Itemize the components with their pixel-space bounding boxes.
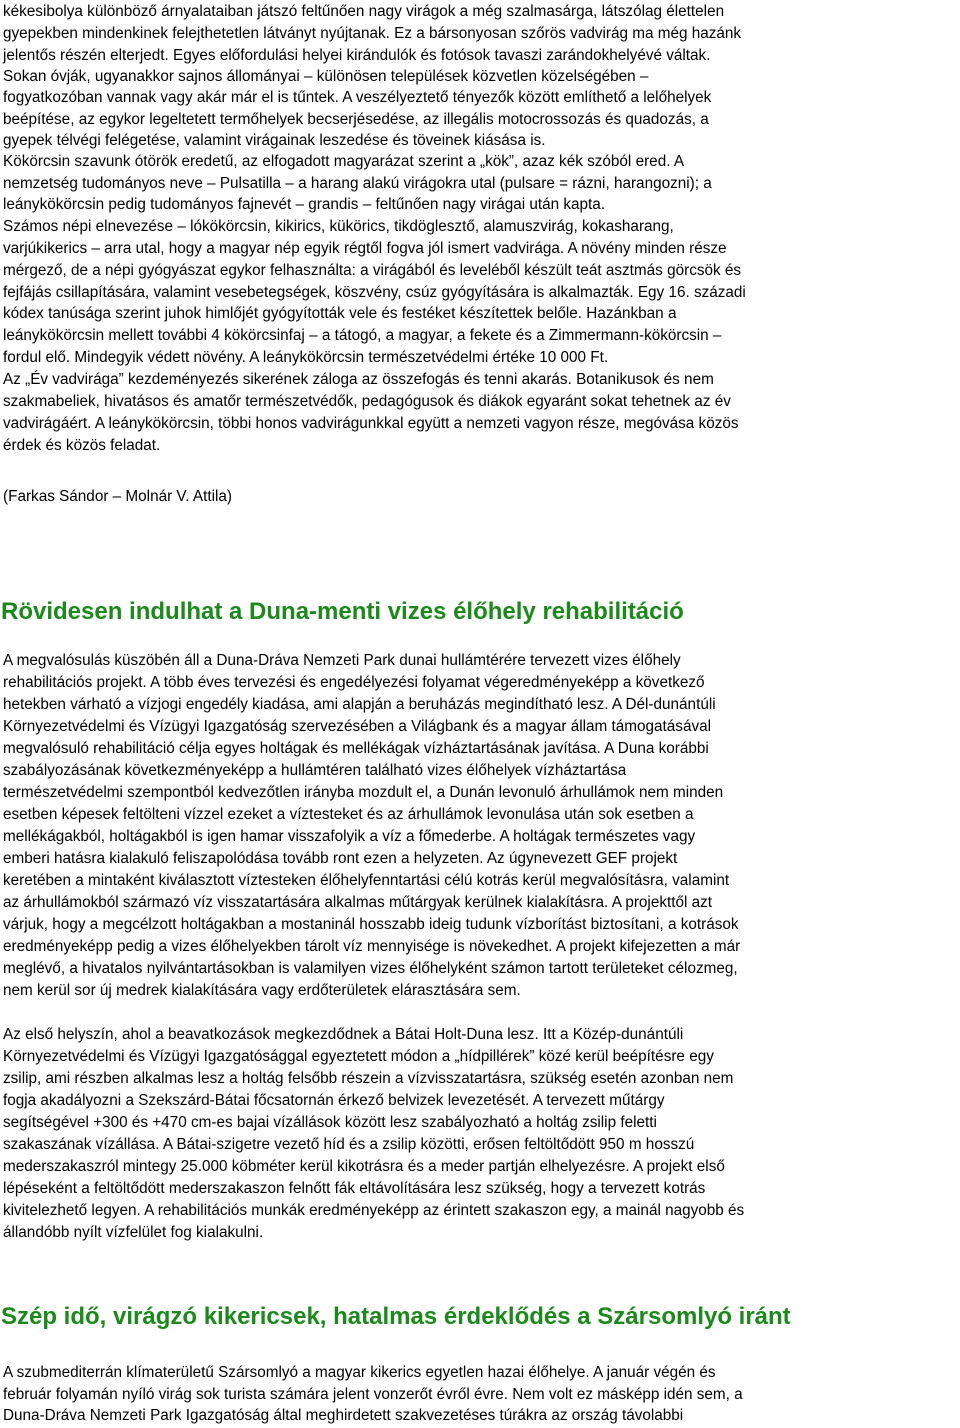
article-1-line: leánykökörcsin pedig tudományos fajnevét – grandis – feltűnően nagy virágai után kapta.: [3, 196, 606, 213]
article-1-line: jelentős részén elterjedt. Egyes előfordulási helyei kirándulók és fotósok tavaszi zarándokhelyévé váltak.: [3, 47, 711, 64]
article-2-line: zsilip, ami részben alkalmas lesz a holtág felsőbb részein a vízvisszatartásra, szükség esetén azonban nem: [3, 1070, 734, 1087]
article-1-line: beépítése, az egykor legeltetett termőhelyek becserjésedése, az illegális motocrossozás és quadozás, a: [3, 111, 709, 128]
article-1-line: gyepekben mindenkinek felejthetetlen látványt nyújtanak. Ez a bársonyosan szőrös vadvirág ma még hazánk: [3, 25, 742, 42]
article-2-line: mederszakaszról mintegy 25.000 köbméter kerül kikotrásra és a meder partján elhelyezésre. A projekt első: [3, 1158, 725, 1175]
article-2-line: kivitelezhető legyen. A rehabilitációs munkák eredményeképp az érintett szakaszon egy, a mainál nagyobb és: [3, 1202, 745, 1219]
article-1-line: fordul elő. Mindegyik védett növény. A leánykökörcsin természetvédelmi értéke 10 000 Ft.: [3, 349, 609, 366]
article-1-line: Az „Év vadvirága” kezdeményezés sikerének záloga az összefogás és tenni akarás. Botanikusok és nem: [3, 371, 714, 388]
article-1-line: varjúkikerics – arra utal, hogy a magyar nép egyik régtől fogva jól ismert vadvirága. A növény minden része: [3, 240, 727, 257]
article-2-line: keretében a mintaként kiválasztott víztesteken élőhelyfenntartási célú kotrás kerül megvalósításra, valamint: [3, 872, 730, 889]
article-2-line: az árhullámokból származó víz visszatartására alkalmas műtárgyak kerülnek kialakításra. A projekttől azt: [3, 894, 713, 911]
article-2-line: lépéseként a feltöltődött mederszakaszon felnőtt fák eltávolítására lesz szükség, hogy a tervezett kotrás: [3, 1180, 706, 1197]
article-3-line: A szubmediterrán klímaterületű Szársomlyó a magyar kikerics egyetlen hazai élőhelye. A január végén és: [3, 1364, 716, 1381]
article-1-line: Sokan óvják, ugyanakkor sajnos állományai – különösen települések közvetlen közelségében –: [3, 68, 649, 85]
article-1-line: vadvirágáért. A leánykökörcsin, többi honos vadvirágunkkal együtt a nemzeti vagyon része, megóvása közös: [3, 415, 739, 432]
article-1-line: fogyatkozóban vannak vagy akár már el is tűntek. A veszélyeztető tényezők között említhető a lelőhelyek: [3, 89, 712, 106]
article-2-line: szabályozásának következményeképp a hullámtéren található vizes élőhelyek vízháztartása: [3, 762, 627, 779]
article-2-line: szakaszának vízállása. A Bátai-szigetre vezető híd és a zsilip közötti, erősen feltöltődött 950 m hosszú: [3, 1136, 695, 1153]
article-2-line: segítségével +300 és +470 cm-es bajai vízállások között lesz szabályozható a holtág zsilip feletti: [3, 1114, 657, 1131]
article-2-line: várjuk, hogy a megcélzott holtágakban a mostaninál hosszabb ideig tudunk vízborítást biztosítani, a kotrások: [3, 916, 739, 933]
article-2-line: állandóbb nyílt vízfelület fog kialakulni.: [3, 1224, 264, 1241]
article-2-line: rehabilitációs projekt. A több éves tervezési és engedélyezési folyamat végeredményeképp a következő: [3, 674, 705, 691]
article-1-line: Számos népi elnevezése – lókökörcsin, kikirics, kükörics, tikdöglesztő, alamuszvirág, kokasharang,: [3, 218, 674, 235]
article-2-line: Környezetvédelmi és Vízügyi Igazgatóság szervezésében a Világbank és a magyar állam támogatásával: [3, 718, 712, 735]
article-1-signature: (Farkas Sándor – Molnár V. Attila): [3, 488, 232, 505]
article-2-line: esetben képesek feltölteni vízzel ezeket a víztesteket és az árhullámok levonulása után sok esetben a: [3, 806, 694, 823]
article-3-line: február folyamán nyíló virág sok turista számára jelent vonzerőt évről évre. Nem volt ez másképp idén sem, a: [3, 1386, 743, 1403]
article-2-line: hetekben várható a vízjogi engedély kiadása, ami alapján a beruházás megindítható lesz. A Dél-dunántúli: [3, 696, 716, 713]
article-1-line: gyepek télvégi felégetése, valamint virágainak leszedése és töveinek kiásása is.: [3, 132, 546, 149]
article-2-line: eredményeképp pedig a vizes élőhelyekben tárolt víz mennyisége is növekedhet. A projekt kifejezetten a már: [3, 938, 741, 955]
article-2-line: meglévő, a hivatalos nyilvántartásokban is valamilyen vizes élőhelyként számon tartott területeket célozmeg,: [3, 960, 738, 977]
article-2-line: megvalósuló rehabilitáció célja egyes holtágak és mellékágak vízháztartásának javítása. A Duna korábbi: [3, 740, 709, 757]
article-1-line: szakmabeliek, hivatásos és amatőr természetvédők, pedagógusok és diákok egyaránt sokat tehetnek az év: [3, 393, 731, 410]
article-1-line: kékesibolya különböző árnyalataiban játszó feltűnően nagy virágok a még szalmasárga, látszólag élettelen: [3, 3, 725, 20]
article-2-line: Környezetvédelmi és Vízügyi Igazgatósággal egyeztetett módon a „hídpillérek” közé kerül beépítésre egy: [3, 1048, 714, 1065]
article-2-heading: Rövidesen indulhat a Duna-menti vizes élőhely rehabilitáció: [1, 598, 684, 625]
article-2-line: Az első helyszín, ahol a beavatkozások megkezdődnek a Bátai Holt-Duna lesz. Itt a Közép-dunántúli: [3, 1026, 684, 1043]
article-2-line: fogja akadályozni a Szekszárd-Bátai főcsatornán érkező belvizek levezetését. A tervezett műtárgy: [3, 1092, 665, 1109]
article-2-line: mellékágakból, holtágakból is igen hamar visszafolyik a víz a főmederbe. A holtágak természetes vagy: [3, 828, 696, 845]
article-2-line: emberi hatásra kialakuló feliszapolódása tovább ront ezen a helyzeten. Az úgynevezett GEF projekt: [3, 850, 678, 867]
article-2-line: nem kerül sor új medrek kialakítására vagy erdőterületek elárasztására sem.: [3, 982, 521, 999]
article-2-line: A megvalósulás küszöbén áll a Duna-Dráva Nemzeti Park dunai hullámtérére tervezett vizes élőhely: [3, 652, 681, 669]
article-1-line: leánykökörcsin mellett további 4 kökörcsinfaj – a tátogó, a magyar, a fekete és a Zimmermann-kökörcsin –: [3, 327, 722, 344]
article-1-line: érdek és közös feladat.: [3, 437, 161, 454]
article-3-heading: Szép idő, virágzó kikericsek, hatalmas érdeklődés a Szársomlyó iránt: [1, 1303, 791, 1330]
article-2-line: természetvédelmi szempontból kedvezőtlen irányba mozdult el, a Dunán levonuló árhullámok nem minden: [3, 784, 724, 801]
article-1-line: nemzetség tudományos neve – Pulsatilla – a harang alakú virágokra utal (pulsare = rázni, harangozni); a: [3, 175, 712, 192]
article-1-line: kódex tanúsága szerint juhok himlőjét gyógyították vele és festéket készítettek belőle. Hazánkban a: [3, 305, 677, 322]
article-1-line: Kökörcsin szavunk ótörök eredetű, az elfogadott magyarázat szerint a „kök”, azaz kék szóból ered. A: [3, 153, 685, 170]
article-1-line: mérgező, de a népi gyógyászat egykor felhasználta: a virágából és leveléből készült teát asztmás görcsök és: [3, 262, 742, 279]
article-1-line: fejfájás csillapítására, valamint vesebetegségek, köszvény, csúz gyógyítására is alkalmazták. Egy 16. századi: [3, 284, 746, 301]
article-3-line: Duna-Dráva Nemzeti Park Igazgatóság által meghirdetett szakvezetéses túrákra az ország távolabbi: [3, 1407, 684, 1424]
